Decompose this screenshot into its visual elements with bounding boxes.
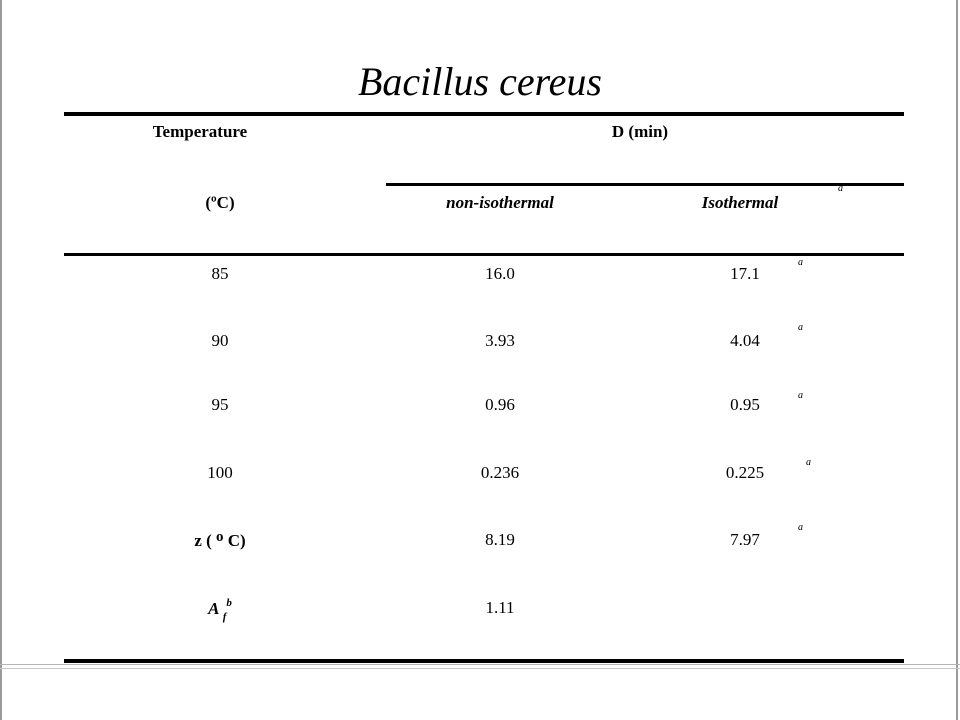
cell-z-label xyxy=(140,531,300,552)
cell-temperature: 90 xyxy=(211,331,229,350)
header-isothermal: Isothermal xyxy=(701,193,779,212)
header-temperature-unit: (ºC) xyxy=(205,193,235,212)
header-isothermal-footnote: a xyxy=(838,183,843,194)
cell-nonisothermal: 8.19 xyxy=(485,530,515,549)
z-label-prefix: z ( xyxy=(194,531,212,550)
cell-isothermal: 17.1 xyxy=(730,264,760,283)
header-d-group: D (min) xyxy=(611,122,669,141)
slide-title: Bacillus cereus xyxy=(357,59,602,104)
slide-right-border xyxy=(956,0,958,720)
af-label-superscript: b xyxy=(226,597,232,609)
cell-isothermal: 4.04 xyxy=(730,331,760,350)
cell-nonisothermal: 3.93 xyxy=(485,331,515,350)
cell-isothermal: 0.225 xyxy=(725,463,765,482)
cell-temperature: 100 xyxy=(207,463,233,482)
cell-nonisothermal: 0.96 xyxy=(485,395,515,414)
header-nonisothermal: non-isothermal xyxy=(446,193,554,212)
cell-isothermal-footnote: a xyxy=(798,390,803,401)
slide-left-border xyxy=(0,0,2,720)
table-top-rule xyxy=(64,112,904,116)
cell-isothermal-footnote: a xyxy=(798,522,803,533)
slide-bottom-divider-secondary xyxy=(0,668,960,669)
cell-nonisothermal: 0.236 xyxy=(480,463,520,482)
cell-nonisothermal: 16.0 xyxy=(485,264,515,283)
cell-isothermal-footnote: a xyxy=(798,257,803,268)
cell-af-label xyxy=(170,599,270,621)
cell-isothermal-footnote: a xyxy=(806,457,811,468)
slide-bottom-divider xyxy=(0,664,960,665)
table-group-rule xyxy=(386,183,904,186)
af-label-subscript: f xyxy=(222,611,227,623)
cell-isothermal-footnote: a xyxy=(798,322,803,333)
af-label-main: A xyxy=(208,599,219,618)
cell-nonisothermal: 1.11 xyxy=(485,598,515,617)
cell-isothermal: 7.97 xyxy=(730,530,760,549)
z-label-suffix: C) xyxy=(227,531,246,550)
header-temperature: Temperature xyxy=(152,122,248,141)
cell-isothermal: 0.95 xyxy=(730,395,760,414)
cell-temperature: 85 xyxy=(211,264,229,283)
table-header-rule xyxy=(64,253,904,256)
table-bottom-rule xyxy=(64,659,904,663)
z-label-degree: o xyxy=(216,529,224,545)
cell-temperature: 95 xyxy=(211,395,229,414)
